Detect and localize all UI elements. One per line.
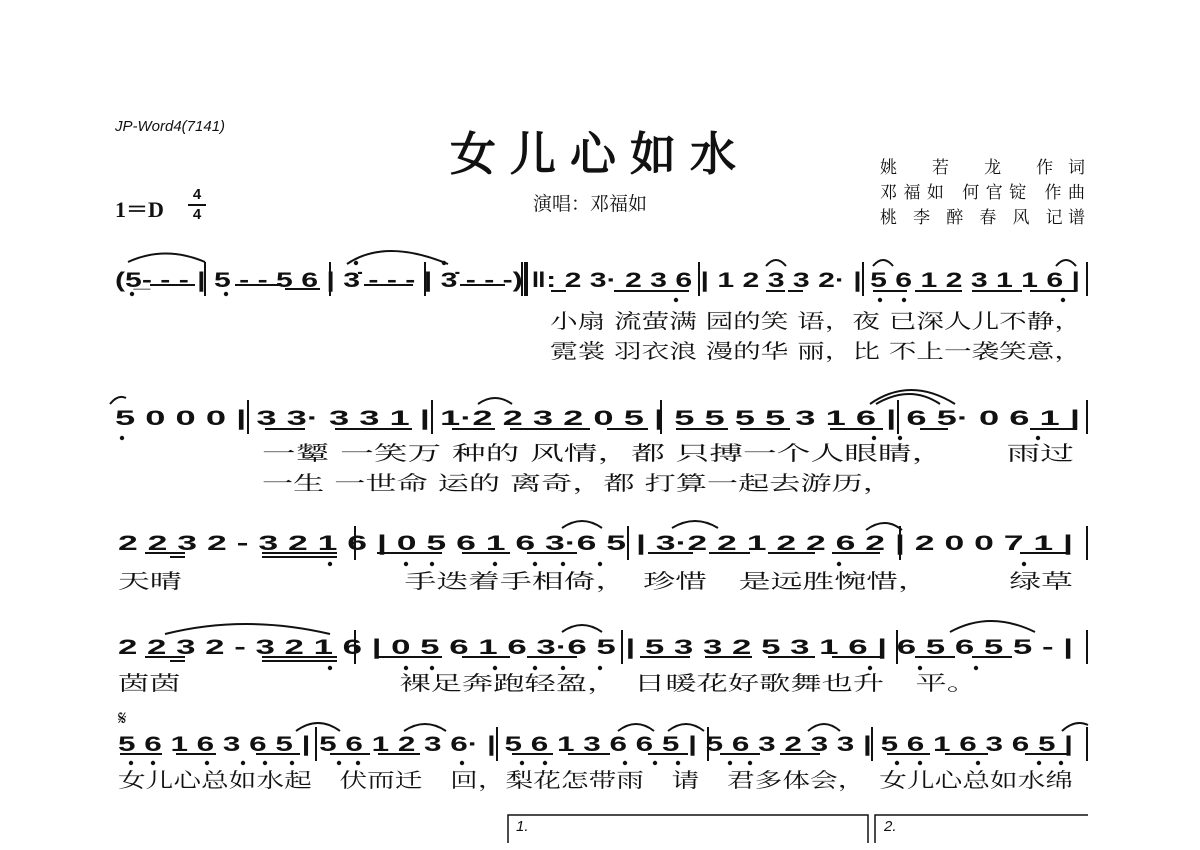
transcriber-credit: 桃 李 醉 春 风 记谱 bbox=[880, 208, 1085, 228]
time-signature bbox=[188, 187, 206, 223]
song-title: 女儿心如水 bbox=[450, 127, 750, 181]
system-3-notes: 2 2 3 2 - 3 2 1 6 | 0 5 6 1 6 3·6 5 | 3·2 2 1 2 2 6 2 | 2 0 0 7 1 | bbox=[118, 532, 1073, 555]
system-1-notes: (5̲- - - | 5 - - 5 6 | 3̇ - - - | 3̇ - - -) ‖: 2 3· 2 3 6 | 1 2 3 3 2· | 5 6 1 2 3 1 1 6 | bbox=[115, 269, 1080, 292]
system-5-lyric: 女儿心总如水起 伏而迁 回，梨花怎带雨 请 君多体会， 女儿心总如水绵 bbox=[118, 768, 1073, 792]
system-3-octave-dots bbox=[328, 562, 1026, 566]
system-1-lyric-verse-2: 霓裳 羽衣浪 漫的华 丽，比 不上一袭笑意， bbox=[550, 339, 1082, 363]
system-4-octave-dots bbox=[328, 666, 978, 670]
system-2-notes: 5 0 0 0 | 3 3· 3 3 1 | 1·2 2 3 2 0 5 | 5 5 5 5 3 1 6 | 6 5· 0 6 1 | bbox=[115, 407, 1080, 430]
time-signature-beats: 4 bbox=[192, 186, 202, 203]
lyricist-credit: 姚 若 龙 作词 bbox=[880, 158, 1085, 178]
composer-credit: 邓福如 何官锭 作曲 bbox=[880, 183, 1085, 203]
system-3-lyric: 天晴 手迭着手相倚， 珍惜 是远胜惋惜， 绿草 bbox=[118, 569, 1073, 593]
system-5-svg bbox=[0, 703, 1200, 850]
system-2-lyric-verse-2: 一生 一世命 运的 离奇，都 打算一起去游历， bbox=[262, 471, 894, 495]
volta-1-bracket bbox=[508, 815, 868, 843]
time-signature-unit: 4 bbox=[192, 206, 202, 223]
system-2-svg bbox=[0, 378, 1200, 503]
system-1-svg bbox=[0, 240, 1200, 365]
system-2-lyric-verse-1: 一颦 一笑万 种的 风情，都 只搏一个人眼睛， 雨过 bbox=[262, 441, 1074, 465]
key-signature: 1＝D bbox=[115, 197, 164, 222]
system-4-lyric: 茵茵 裸足奔跑轻盈， 日暖花好歌舞也升 平。 bbox=[118, 671, 979, 695]
volta-2-label: 2. bbox=[884, 818, 897, 835]
segno-sign: 𝄋 bbox=[118, 706, 127, 730]
notation-system-3 bbox=[0, 508, 1200, 608]
system-1-lyric-verse-1: 小扇 流萤满 园的笑 语，夜 已深人儿不静， bbox=[550, 309, 1082, 333]
volta-1-label: 1. bbox=[516, 818, 529, 835]
system-5-octave-dots bbox=[129, 761, 1063, 765]
notation-system-2 bbox=[0, 378, 1200, 503]
notation-system-4 bbox=[0, 612, 1200, 712]
volta-2-bracket bbox=[875, 815, 1088, 843]
software-label: JP-Word4(7141) bbox=[115, 118, 226, 135]
system-4-notes: 2 2 3 2 - 3 2 1 6 | 0 5 6 1 6 3·6 5 | 5 3 3 2 5 3 1 6 | 6 5 6 5 5 - | bbox=[118, 636, 1073, 659]
system-4-svg bbox=[0, 612, 1200, 712]
singer-credit: 演唱：邓福如 bbox=[533, 193, 648, 215]
system-3-svg bbox=[0, 508, 1200, 608]
notation-system-1 bbox=[0, 240, 1200, 365]
system-2-octave-dots bbox=[120, 436, 1040, 440]
system-5-notes: 5 6 1 6 3 6 5 | 5 6 1 2 3 6· | 5 6 1 3 6 6 5 | 5 6 3 2 3 3 | 5 6 1 6 3 6 5 | bbox=[118, 733, 1073, 756]
notation-system-5 bbox=[0, 703, 1200, 850]
